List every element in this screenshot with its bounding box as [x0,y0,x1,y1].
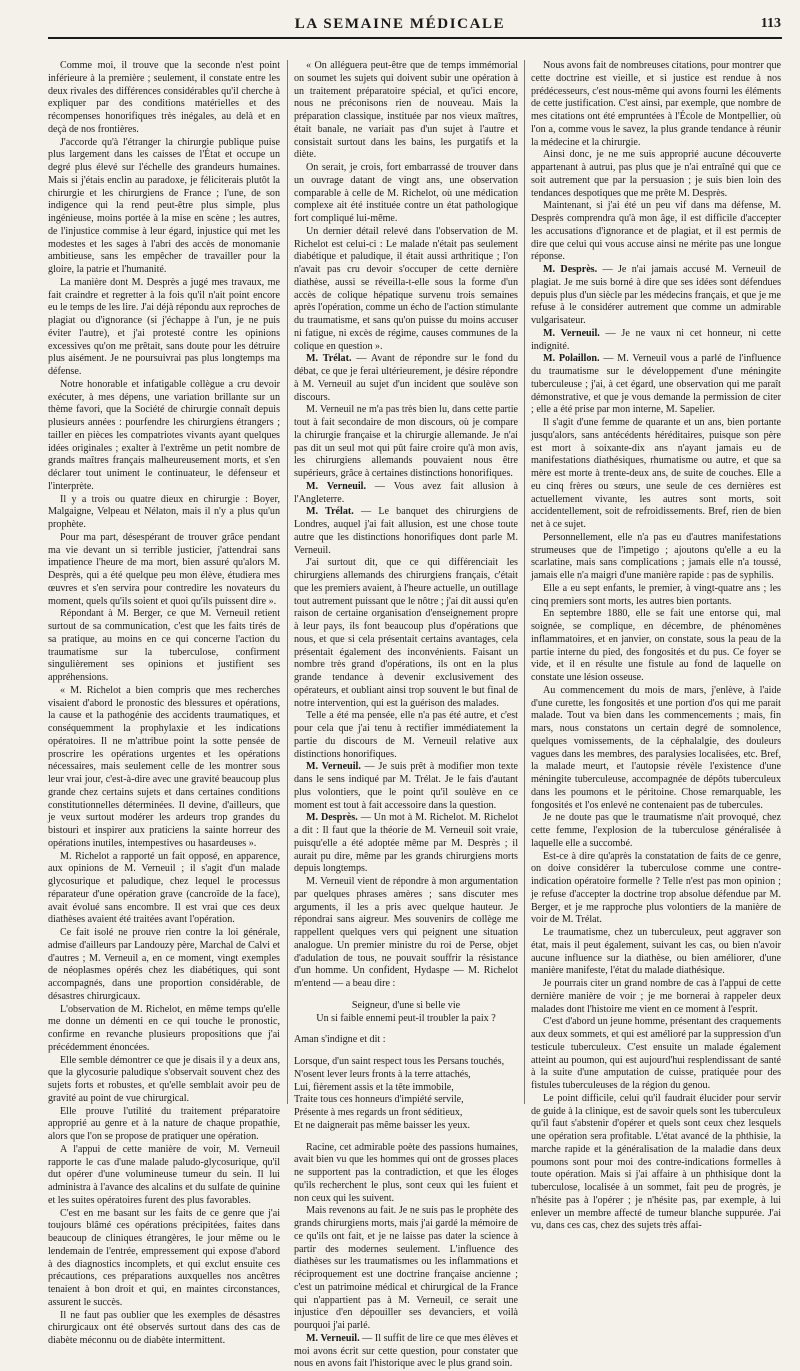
paragraph-text: Mais revenons au fait. Je ne suis pas le prophète des grands chirurgiens morts, mais j'ai gardé la mémoire de ce qu'ils ont fait, et je ne laisse pas dater la science à partir des modernes seulement. L'influence des diathèses sur les traumatismes ou les inflammations et réciproquement est une doctrine française ancienne ; c'est un patrimoine médical et chirurgical de la France qui n'appartient pas à M. Verneuil, ce serait une injustice d'en dépouiller ses devanciers, et voilà pourquoi j'ai parlé. [294,1205,518,1331]
paragraph-text: Pour ma part, désespérant de trouver grâce pendant ma vie devant un si terrible justicier, j'attendrai sans impatience l'heure de ma mort, bien assuré qu'alors M. Desprès, qui a été quelque peu mon élève, étudiera mes œuvres et s'en servira pour contredire les novateurs du moment, quels qu'ils soient et quoi qu'ils puissent dire ». [48,531,280,607]
verse-line: N'osent lever leurs fronts à la terre attachés, [294,1068,471,1080]
paragraph [48,1004,280,1055]
paragraph [294,481,518,507]
verse-quote [294,1000,518,1026]
paragraph-text: Elle a eu sept enfants, le premier, à vingt-quatre ans ; les cinq premiers sont morts, les autres bien portants. [531,582,781,607]
paragraph [294,162,518,226]
paragraph-text: Répondant à M. Berger, ce que M. Verneuil retient surtout de sa communication, c'est que les faits tirés de sa pratique, au moins en ce qui concerne l'action du traumatisme sur la tuberculose, confirment singulièrement ses opinions et justifient ses appréhensions. [48,608,280,683]
paragraph [294,761,518,812]
paragraph-text: — Un mot à M. Richelot. M. Richelot a dit : Il faut que la théorie de M. Verneuil soit vraie, puisqu'elle a été adoptée même par M. Desprès ; il aurait pu dire, même par les grands chirurgiens morts depuis longtemps. [294,812,518,875]
text-column-1 [48,60,280,1346]
speaker-name: M. Verneuil. [306,1332,360,1344]
column-separator [287,60,288,1104]
paragraph [531,978,781,1016]
verse-quote [294,1056,518,1133]
paragraph-text: L'observation de M. Richelot, en même temps qu'elle me donne un démenti en ce qui touche le pronostic, confirme en revanche plusieurs propositions que j'ai précédemment énoncées. [48,1003,280,1053]
paragraph-text: Un dernier détail relevé dans l'observation de M. Richelot est celui-ci : Le malade n'était pas seulement diabétique et paludique, il était aussi arthritique ; l'on n'avait pas cru devoir s'occuper de cette dernière diathèse, aussi se réveilla-t-elle sous la forme d'un accès de colique hépatique survenu trois semaines après l'opération, comme un écho de l'action stimulante du traumatisme, et sans qu'on puisse du moins accuser ni fatigue, ni excès de régime, causes communes de la colique en question ». [294,225,518,352]
paragraph [294,506,518,557]
paragraph-text: Il ne faut pas oublier que les exemples de désastres chirurgicaux ont été observés surtout dans des cas de diabète méconnu ou de diabète intermittent. [48,1309,280,1346]
verse-line: Seigneur, d'une si belle vie [351,999,461,1011]
speaker-name: M. Desprès. [306,812,358,824]
paragraph-text: M. Verneuil vient de répondre à mon argumentation par quelques phrases amères ; sans discuter mes arguments, il les a pris avec quelque hauteur. Je répondrai sans aigreur. Mes souvenirs de collège me rappellent quelques vers qui peignent une situation analogue. Un premier ministre du roi de Perse, objet d'adulation de tous, ne pouvait souffrir la résistance d'un homme. Un confident, Hydaspe — M. Richelot m'entend — a beau dire : [294,876,518,989]
paragraph-text: Il y a trois ou quatre dieux en chirurgie : Boyer, Malgaigne, Velpeau et Nélaton, mais il n'y a plus qu'un prophète. [48,493,280,530]
paragraph-text: M. Richelot a rapporté un fait opposé, en apparence, aux opinions de M. Verneuil ; il s'agit d'un malade glycosurique et paludique, chez lequel le processus réparateur d'une opération grave (cancroïde de la face), avait évolué sans encombre. Il est vrai que ces deux diathèses avaient été traitées avant l'opération. [48,850,280,926]
paragraph [48,532,280,609]
speaker-name: M. Trélat. [306,353,352,365]
paragraph-text: Comme moi, il trouve que la seconde n'est point inférieure à la première ; seulement, il constate entre les deux rivales des différences considérables qu'il cherche à expliquer par des conditions matérielles et des récompenses honorifiques très inégales, au delà et en deçà de nos frontières. [48,60,280,135]
paragraph [294,557,518,710]
paragraph-text: Je ne doute pas que le traumatisme n'ait provoqué, chez cette femme, l'explosion de la tuberculose généralisée à laquelle elle a succombé. [531,812,781,849]
paragraph-text: — Avant de répondre sur le fond du débat, ce que je ferai ultérieurement, je désire répondre à M. Verneuil au sujet d'un incident que soulève son discours. [294,353,518,403]
verse-line: Un si faible ennemi peut-il troubler la paix ? [316,1012,496,1024]
paragraph-text: — Le banquet des chirurgiens de Londres, auquel j'ai fait allusion, est une chose toute autre que les distinctions honorifiques dont parle M. Verneuil. [294,506,518,556]
paragraph [531,149,781,200]
speaker-name: M. Verneuil. [543,327,600,339]
paragraph [531,851,781,928]
paragraph-text: C'est d'abord un jeune homme, présentant des craquements aux deux sommets, et qui est amélioré par la suppression d'un testicule tuberculeux. C'est ensuite un malade également atteint au poumon, qui est aujourd'hui resplendissant de santé à la suite d'une amputation de cuisse, pratiquée pour des fistules tuberculeuses de la région du genou. [531,1016,781,1091]
paragraph [48,1208,280,1310]
paragraph-text: — Vous avez fait allusion à l'Angleterre. [294,480,518,505]
paragraph-text: En septembre 1880, elle se fait une entorse qui, mal soignée, se complique, en décembre, de phénomènes inflammatoires, et en janvier, on constate, sous la peau de la partie interne du pied, des fongosités et du pus. Ce foyer se vide, et il en résulte une fistule au fond de laquelle on constate une lésion osseuse. [531,608,781,683]
paragraph-text: Notre honorable et infatigable collègue a cru devoir exécuter, à mes dépens, une variation brillante sur un thème favori, que la Société de chirurgie connaît depuis plusieurs années : pourfendre les chirurgiens étrangers ; tailler en pièces les compatriotes vivants ayant quelques idées originales ; exalter à l'extrême un petit nombre de grands maîtres français malheureusement morts, et s'en déclarer tout uniment le continuateur, le défenseur et l'interprète. [48,378,280,492]
paragraph [48,277,280,379]
paragraph [294,1333,518,1371]
verse-line: Lui, fièrement assis et la tête immobile, [294,1081,454,1093]
paragraph-text: A l'appui de cette manière de voir, M. Verneuil rapporte le cas d'une malade paludo-glycosurique, qu'il dut opérer d'une volumineuse tumeur du sein. Il lui administra à l'avance des alcalins et du sulfate de quinine et les suites opératoires furent des plus favorables. [48,1143,280,1206]
paragraph [294,1205,518,1333]
paragraph-text: — Je suis prêt à modifier mon texte dans le sens indiqué par M. Trélat. Je le fais d'autant plus volontiers, que le point qu'il soulève en ce moment est tout à fait accessoire dans la question. [294,761,518,811]
paragraph [294,1142,518,1206]
paragraph-text: Le traumatisme, chez un tuberculeux, peut aggraver son état, mais il peut également, suivant les cas, ou bien n'avoir aucune influence sur la diathèse, ou bien améliorer, d'une manière manifeste, l'état du malade diathésique. [531,927,781,977]
paragraph-text: — Il suffit de lire ce que mes élèves et moi avons écrit sur cette question, pour constater que nous en avons fait l'historique avec le plus grand soin. [294,1332,518,1370]
paragraph [531,264,781,328]
paragraph [294,60,518,162]
paragraph-text: « M. Richelot a bien compris que mes recherches visaient d'abord le pronostic des blessures et opérations, la cause et la pathogénie des accidents traumatiques, et conséquemment la prophylaxie et les indications opératoires. Il ne m'attribue point la sotte pensée de proscrire les opérations urgentes et les opérations nécessaires, mais seulement celle de les montrer sous leur vrai jour, c'est-à-dire avec une gravité beaucoup plus grande chez certains sujets et dans certaines conditions constitutionnelles déterminées. Il devine, d'ailleurs, que je veux surtout modérer les ardeurs trop grandes du bistouri et inspirer aux praticiens la sainte horreur des opérations inutiles, intempestives ou hasardeuses ». [48,684,280,849]
paragraph-text: M. Verneuil ne m'a pas très bien lu, dans cette partie tout à fait secondaire de mon discours, où je compare la chirurgie française et la chirurgie allemande. Je n'ai pas dit un seul mot qui pût faire croire qu'à mon avis, les chirurgiens allemands pouvaient nous être supérieurs, grâce à certaines distinctions honorifiques. [294,404,518,479]
speaker-name: M. Trélat. [306,506,354,518]
paragraph-text: Il s'agit d'une femme de quarante et un ans, bien portante jusqu'alors, sans antécédents héréditaires, puisque son père est mort à soixante-dix ans n'ayant jamais eu de manifestations diathésiques, rhumatisme ou autre, et que sa mère est morte à trente-deux ans, de suite de couches. Elle a eu cinq frères ou sœurs, une seule de ces dernières est actuellement vivante, les autres sont morts, soit accidentellement, soit de refroidissements. Bref, rien de bien net à ce sujet. [531,417,781,530]
paragraph [48,1144,280,1208]
paragraph-text: « On alléguera peut-être que de temps immémorial on soumet les sujets qui doivent subir une opération à un traitement préparatoire spécial, et qu'ici encore, nous ne préconisons rien de nouveau. Mais la préparation classique, instituée par nos vieux maîtres, était banale, ne variait pas d'un sujet à l'autre et consistait surtout dans les bains, les purgatifs et la diète. [294,60,518,161]
paragraph [531,200,781,264]
paragraph-text: C'est en me basant sur les faits de ce genre que j'ai toujours blâmé ces opérations précipitées, faites dans beaucoup de cliniques étrangères, le jour même ou le lendemain de l'entrée, empressement qui expose d'abord à des diagnostics incomplets, et qui exclut ensuite ces précautions, ces préparations auxquelles nos ancêtres tenaient à bon droit et qui, en maintes circonstances, assurent le succès. [48,1207,280,1308]
paragraph-text: Je pourrais citer un grand nombre de cas à l'appui de cette dernière manière de voir ; je me bornerai à rappeler deux malades dont l'histoire me vient en ce moment à l'esprit. [531,978,781,1015]
paragraph-text: La manière dont M. Desprès a jugé mes travaux, me fait craindre et regretter à la fois qu'il n'ait point encore eu le temps de les lire. J'ai déjà répondu aux reproches de plagiat ou d'ignorance (si j'échappe à l'un, je ne puis éviter l'autre), et j'ai protesté contre les opinions excessives qu'on me prêtait, sans doute pour les détruire plus aisément. Je ne poursuivrai pas plus longtemps ma défense. [48,276,280,377]
paragraph [294,404,518,481]
paragraph [48,494,280,532]
paragraph [48,1310,280,1348]
paragraph [531,60,781,149]
paragraph-text: Ce fait isolé ne prouve rien contre la loi générale, admise d'ailleurs par Landouzy père, Marchal de Calvi et d'autres ; M. Verneuil a, en ce moment, vingt exemples de néoplasmes opérés chez les diabétiques, qui sont accompagnés, dans une proportion considérable, de désastres chirurgicaux. [48,927,280,1002]
paragraph [531,532,781,583]
verse-line: Traite tous ces honneurs d'impiété servile, [294,1094,464,1106]
paragraph-text: Ainsi donc, je ne me suis approprié aucune découverte appartenant à autrui, pas plus que je n'ai entraîné qui que ce soit autrement que par la persuasion ; je suis bien loin des tendances despotiques que me prête M. Desprès. [531,149,781,199]
paragraph-text: J'ai surtout dit, que ce qui différenciait les chirurgiens allemands des chirurgiens français, c'était que les premiers avaient, à l'heure actuelle, un outillage tout autrement puissant que le nôtre ; j'ai dit aussi qu'en raison de certaine organisation d'enseignement propre à leur pays, ils font beaucoup plus d'opérations que nous, et que si cela présentait certains avantages, cela présentait également des inconvénients. Faisant un nombre très grand d'opérations, ils ont en la plus grande tendance à devenir exclusivement des opérateurs, et oubliant ainsi trop souvent le but final de notre intervention, qui est la guérison des malades. [294,557,518,709]
paragraph [531,1093,781,1233]
paragraph [531,353,781,417]
paragraph [531,812,781,850]
column-separator [524,60,525,1104]
text-column-2 [294,60,518,1370]
paragraph-text: Nous avons fait de nombreuses citations, pour montrer que cette doctrine est vieille, et si justice est rendue à nos prédécesseurs, c'est nous-même qui avons fourni les éléments de cette justification. C'est ainsi, par exemple, que nombre de mes citations ont été empruntées à l'École de Montpellier, où l'on a, comme vous le savez, la plus grande tendance à réunir la médecine et la chirurgie. [531,60,781,148]
speaker-name: M. Polaillon. [543,353,600,365]
paragraph [294,876,518,991]
paragraph-text: Elle prouve l'utilité du traitement préparatoire approprié au genre et à la nature de chaque propathie, alors que l'on se propose de pratiquer une opération. [48,1105,280,1142]
paragraph [48,851,280,928]
paragraph [531,328,781,354]
paragraph [48,1055,280,1106]
paragraph-text: Le point difficile, celui qu'il faudrait élucider pour servir de guide à la clinique, est de savoir quels sont les tuberculeux qu'il faut s'abstenir d'opérer et quels sont ceux chez lesquels une opération sera profitable. L'état avancé de la phthisie, la marche rapide et la généralisation de la maladie dans deux poumons sont pour moi des contre-indications formelles à toute opération. Mais si j'ai affaire à un phthisique dont la tuberculose, localisée à un sommet, fait peu de progrès, je n'hésite pas à l'opérer ; je n'hésite pas, par exemple, à lui enlever un membre affecté de tumeur blanche suppurée. J'ai vu, dans ces cas, chez des sujets très affai- [531,1092,781,1232]
verse-line: Lorsque, d'un saint respect tous les Persans touchés, [294,1056,505,1067]
paragraph [294,353,518,404]
paragraph [531,927,781,978]
paragraph [48,685,280,851]
paragraph [294,1034,518,1047]
paragraph-text: Racine, cet admirable poète des passions humaines, avait bien vu que les hommes qui ont de grosses places ne supportent pas la contradiction, et que les éloges qu'ils recherchent le plus, sont ceux qui les fuient et non ceux qui les suivent. [294,1141,518,1204]
paragraph [294,812,518,876]
paragraph-text: Telle a été ma pensée, elle n'a pas été autre, et c'est pour cela que j'ai tenu à rectifier immédiatement la partie du discours de M. Verneuil relative aux distinctions honorifiques. [294,710,518,760]
paragraph [531,1016,781,1093]
paragraph-text: Maintenant, si j'ai été un peu vif dans ma défense, M. Desprès comprendra qu'à mon âge, il est difficile d'accepter les accusations d'ignorance et de plagiat, et il est permis de dire que celui qui vous accuse ainsi ne mérite pas une longue réponse. [531,200,781,263]
paragraph [48,60,280,137]
paragraph-text: Aman s'indigne et dit : [294,1034,386,1046]
paragraph [294,710,518,761]
running-header-title: LA SEMAINE MÉDICALE [294,16,506,32]
paragraph-text: — Je n'ai jamais accusé M. Verneuil de plagiat. Je me suis borné à dire que ses idées sont défendues depuis plus d'un siècle par les médecins français, et que je me refuse à le considérer autrement que comme un admirable vulgarisateur. [531,264,781,326]
speaker-name: M. Verneuil. [306,761,361,773]
paragraph [48,1106,280,1144]
paragraph-text: Est-ce à dire qu'après la constatation de faits de ce genre, on doive considérer la tuberculose comme une contre-indication opératoire formelle ? Telle n'est pas mon opinion ; je refuse d'accepter la doctrine trop absolue défendue par M. Berger, et je me rapproche plus volontiers de la manière de voir de M. Trélat. [531,850,781,926]
paragraph-text: — Je ne vaux ni cet honneur, ni cette indignité. [531,327,781,352]
speaker-name: M. Verneuil. [306,480,366,492]
paragraph-text: Personnellement, elle n'a pas eu d'autres manifestations strumeuses que de l'impetigo ; ajoutons qu'elle a eu la scarlatine, mais sans complications ; jamais elle n'a toussé, jamais elle n'a maigri d'une manière rapide : pas de syphilis. [531,531,781,581]
speaker-name: M. Desprès. [543,264,598,275]
header-rule [48,37,782,39]
paragraph [48,379,280,494]
page-number: 113 [760,16,781,31]
verse-line: Et ne daignerait pas même baisser les yeux. [294,1119,471,1131]
paragraph [294,226,518,354]
paragraph-text: On serait, je crois, fort embarrassé de trouver dans un ouvrage datant de vingt ans, une observation comparable à celle de M. Richelot, où une médication complexe ait été instituée contre un état pathologique fort compliqué lui-même. [294,162,518,224]
paragraph [48,927,280,1004]
paragraph [48,608,280,685]
paragraph-text: — M. Verneuil vous a parlé de l'influence du traumatisme sur le développement d'une méningite tuberculeuse ; j'ai, à cet égard, une observation qui me paraît démonstrative, et que je vous demande la permission de citer ; elle a été prise par mon interne, M. Sapelier. [531,353,781,416]
text-column-3 [531,60,781,1232]
paragraph [48,137,280,277]
paragraph [531,583,781,609]
paragraph-text: Au commencement du mois de mars, j'enlève, à l'aide d'une curette, les fongosités et une portion d'os qui me parait malade. Tout va bien dans les commencements ; mais, fin mars, nous constatons un certain degré de somnolence, quelques vomissements, de la céphalalgie, des douleurs vagues dans les membres, des paralysies localisées, etc. Bref, la malade meurt, et l'autopsie révèle l'existence d'une méningite tuberculeuse, accompagnée de dépôts tuberculeux dans les poumons et le péritoine. Chose remarquable, les fongosités et l'os enlevé ne contenaient pas de tubercules. [531,684,781,811]
paragraph-text: Elle semble démontrer ce que je disais il y a deux ans, que la glycosurie paludique s'observait souvent chez des sujets forts et robustes, et qu'elle semblait avoir peu de gravité au point de vue chirurgical. [48,1054,280,1104]
paragraph [531,417,781,532]
verse-line: Présente à mes regards un front séditieux, [294,1107,463,1118]
paragraph [531,685,781,813]
paragraph-text: J'accorde qu'à l'étranger la chirurgie publique puise plus largement dans les caisses de l'État et occupe un degré plus élevé sur l'échelle des grandeurs humaines. Mais si j'étais enclin au paradoxe, je féliciterais plutôt la chirurgie et les chirurgiens de France ; l'une, de son indigence qui la rend peut-être plus simple, plus ingénieuse, moins portée à la mise en scène ; les autres, de l'injustice commise à leur égard, injustice qui met les modestes et les sages à l'abri des accès de monomanie ambitieuse, sans les empêcher de travailler pour la gloire, la patrie et l'humanité. [48,136,280,275]
paragraph [531,608,781,685]
